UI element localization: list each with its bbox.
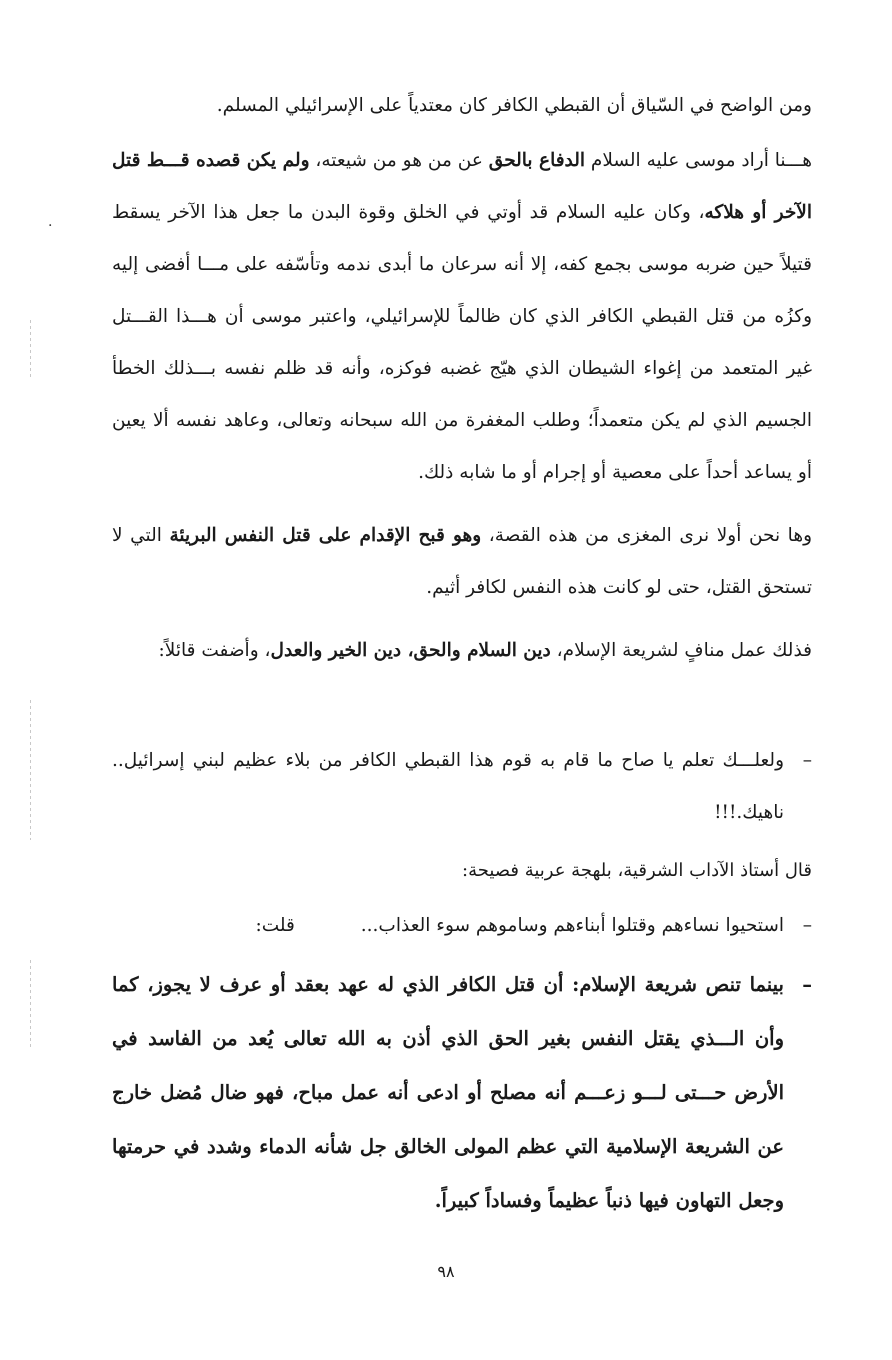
scan-edge-mark bbox=[30, 320, 31, 380]
bold-phrase: ولم يكن قصده قـــط قتل الآخر أو هلاكه bbox=[112, 150, 812, 223]
said-label: قلت: bbox=[255, 915, 295, 936]
plain-line: قال أستاذ الآداب الشرقية، بلهجة عربية فصيحة: bbox=[462, 860, 812, 881]
text-segment: فذلك عمل منافٍ لشريعة الإسلام، bbox=[550, 640, 812, 661]
page-number: ٩٨ bbox=[437, 1262, 455, 1281]
text-segment: عن من هو من شيعته، bbox=[309, 150, 489, 171]
bold-phrase: دين السلام والحق، دين الخير والعدل bbox=[270, 640, 551, 661]
text-segment: ومن الواضح في السّياق أن القبطي الكافر كان معتدياً على الإسرائيلي المسلم. bbox=[216, 95, 812, 116]
dash-marker: – bbox=[802, 915, 812, 936]
paragraph-1 bbox=[112, 80, 812, 132]
dash-item-3-bold: أن قتل الكافر الذي له عهد بعقد أو عرف لا يجوز، كما وأن الـــذي يقتل النفس بغير الحق الذي أذن به الله تعالى يُعد من الفاسد في الأرض حـــتى لـــو زعـــم أنه مصلح أو ادعى أنه عمل مباح، فهو ضال مُضل خارج عن الشريعة الإسلامية التي عظم المولى الخالق جل شأنه الدماء وشدد في حرمتها وجعل التهاون فيها ذنباً عظيماً وفساداً كبيراً. bbox=[112, 973, 784, 1212]
paragraph-4 bbox=[112, 625, 812, 677]
text-segment: ، وكان عليه السلام قد أوتي في الخلق وقوة البدن ما جعل هذا الآخر يسقط قتيلاً حين ضربه موسى بجمع كفه، إلا أنه سرعان ما أبدى ندمه وتأسّفه على مـــا أفضى إليه وكزُه من قتل القبطي الكافر الذي كان ظالماً للإسرائيلي، واعتبر موسى أن هـــذا القـــتل غير المتعمد من إغواء الشيطان الذي هيّج غضبه فوكزه، وأنه قد ظلم نفسه بـــذلك الخطأ الجسيم الذي لم يكن متعمداً؛ وطلب المغفرة من الله سبحانه وتعالى، وعاهد نفسه ألا يعين أو يساعد أحداً على معصية أو إجرام أو ما شابه ذلك. bbox=[112, 202, 812, 483]
text-segment: وها نحن أولا نرى المغزى من هذه القصة، bbox=[481, 525, 813, 546]
paragraph-2 bbox=[112, 135, 812, 499]
bold-phrase: الدفاع بالحق bbox=[488, 150, 586, 171]
dash-item-2 bbox=[112, 900, 812, 952]
dash-marker: – bbox=[802, 750, 812, 771]
scan-edge-mark bbox=[30, 960, 31, 1050]
dash-marker: – bbox=[802, 973, 812, 996]
text-segment: التي لا تستحق القتل، حتى لو كانت هذه النفس لكافر أثيم. bbox=[112, 525, 812, 598]
dash-item-1 bbox=[112, 735, 812, 839]
dash-item-text bbox=[112, 958, 784, 1228]
bold-phrase: وهو قبح الإقدام على قتل النفس البريئة bbox=[169, 525, 482, 546]
dash-item-3 bbox=[112, 958, 812, 1228]
text-segment: هـــنا أراد موسى عليه السلام bbox=[585, 150, 812, 171]
dash-item-3-prefix: بينما تنص شريعة الإسلام: bbox=[563, 973, 784, 996]
scan-edge-mark bbox=[30, 700, 31, 840]
text-segment: ، وأضفت قائلاً: bbox=[158, 640, 271, 661]
paragraph-3 bbox=[112, 510, 812, 614]
dash-item-text bbox=[112, 900, 784, 952]
stray-mark: . bbox=[48, 214, 53, 230]
quote-text: استحيوا نساءهم وقتلوا أبناءهم وساموهم سوء العذاب... bbox=[360, 915, 784, 936]
dash-item-text: ولعلـــك تعلم يا صاح ما قام به قوم هذا القبطي الكافر من بلاء عظيم لبني إسرائيل.. ناهيك.!!! bbox=[112, 750, 784, 823]
